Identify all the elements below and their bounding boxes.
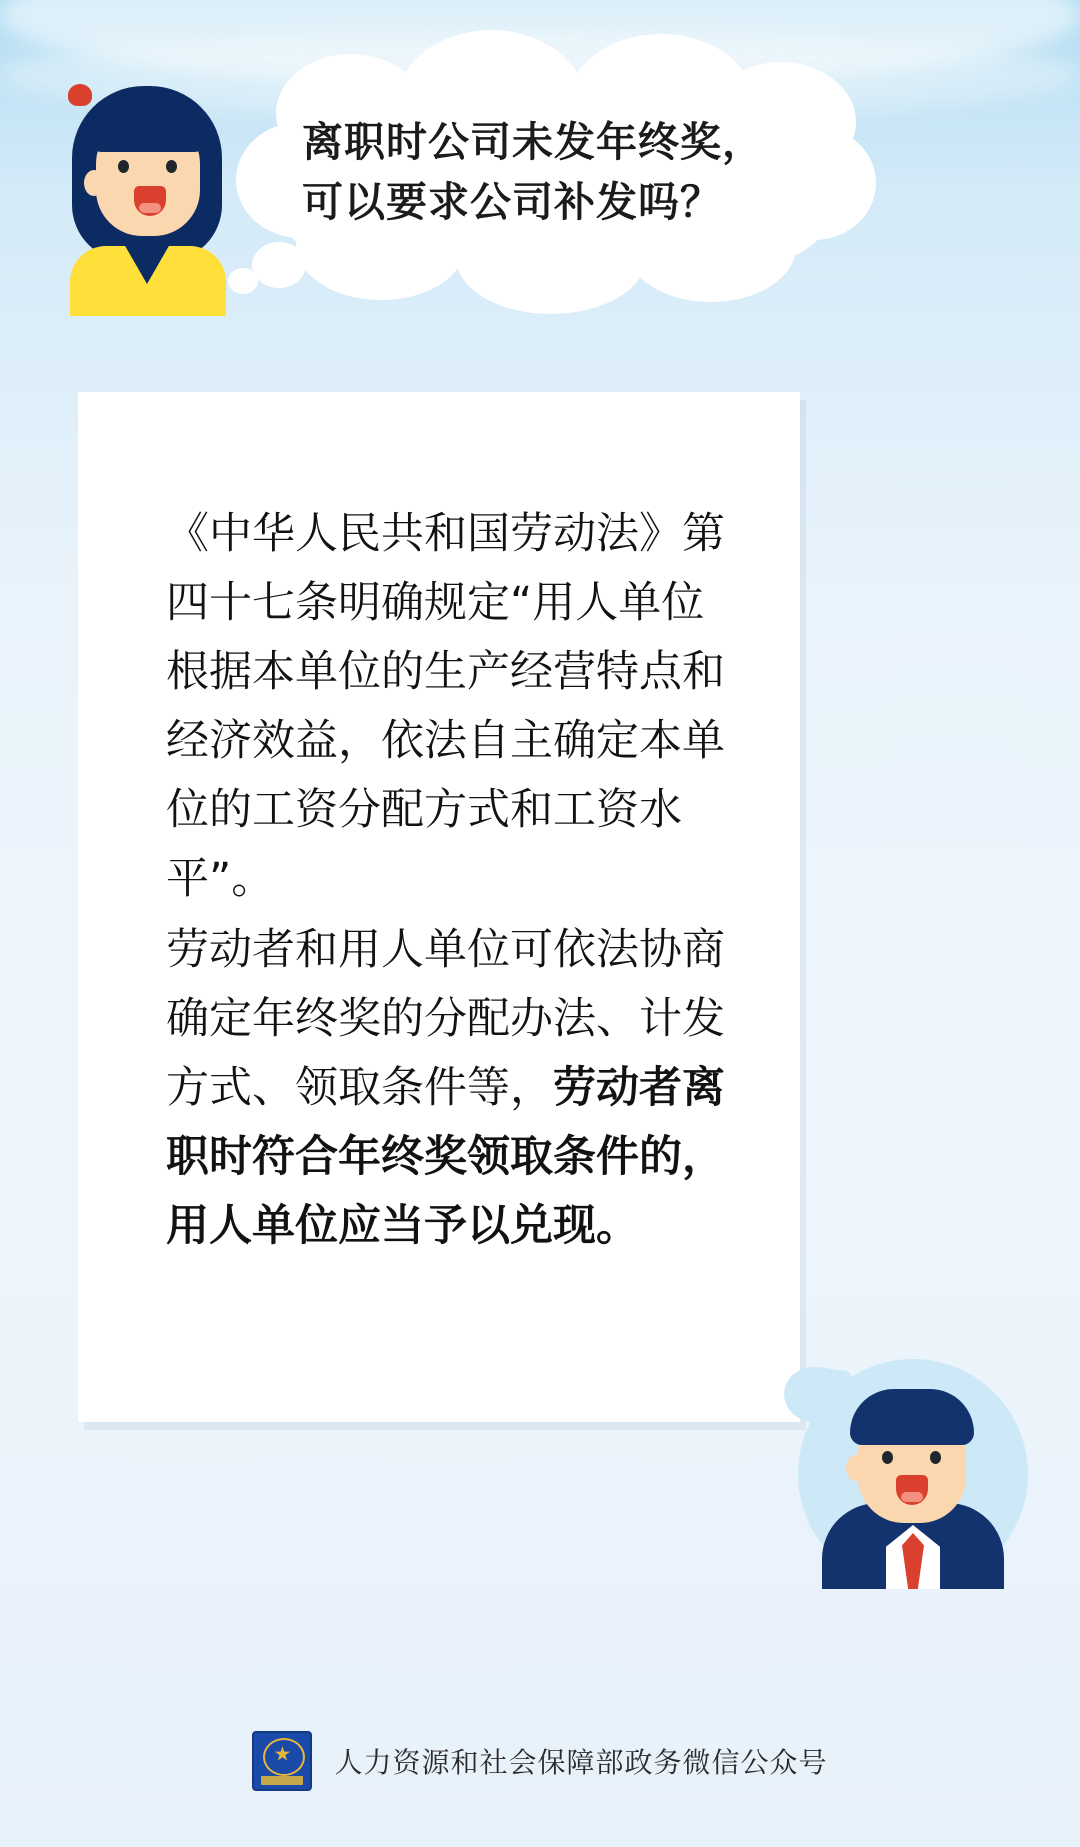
answer-body — [166, 500, 726, 1261]
eye-right-icon — [930, 1451, 941, 1464]
footer — [0, 1731, 1080, 1791]
female-character-avatar — [62, 78, 237, 308]
national-emblem-icon — [252, 1731, 312, 1791]
bubble-tail-large — [252, 242, 306, 288]
answer-paragraph-2-normal: 劳动者和用人单位可依法协商确定年终奖的分配办法、计发方式、领取条件等， — [166, 925, 725, 1113]
eye-right-icon — [166, 160, 177, 173]
bangs-icon — [88, 100, 208, 152]
ear-icon — [846, 1455, 866, 1481]
ear-icon — [84, 170, 104, 196]
question-line-2: 可以要求公司补发吗？ — [302, 178, 722, 226]
question-text — [302, 112, 822, 232]
eye-left-icon — [882, 1451, 893, 1464]
bubble-tail-small — [228, 268, 258, 294]
answer-paragraph-1: 《中华人民共和国劳动法》第四十七条明确规定“用人单位根据本单位的生产经营特点和经济效益，依法自主确定本单位的工资分配方式和工资水平”。 — [166, 509, 725, 904]
hair-icon — [850, 1389, 974, 1445]
question-line-1: 离职时公司未发年终奖， — [302, 118, 764, 166]
answer-card — [78, 392, 800, 1422]
answer-paragraph-2 — [166, 916, 726, 1261]
eye-left-icon — [118, 160, 129, 173]
footer-account-name: 人力资源和社会保障部政务微信公众号 — [334, 1746, 828, 1779]
male-character-avatar — [798, 1359, 1028, 1589]
emblem-base — [261, 1776, 303, 1785]
hair-bow-icon — [68, 84, 92, 106]
answer-paragraph-2-bold: 劳动者离职时符合年终奖领取条件的，用人单位应当予以兑现。 — [166, 1063, 725, 1251]
question-speech-bubble — [236, 30, 876, 330]
